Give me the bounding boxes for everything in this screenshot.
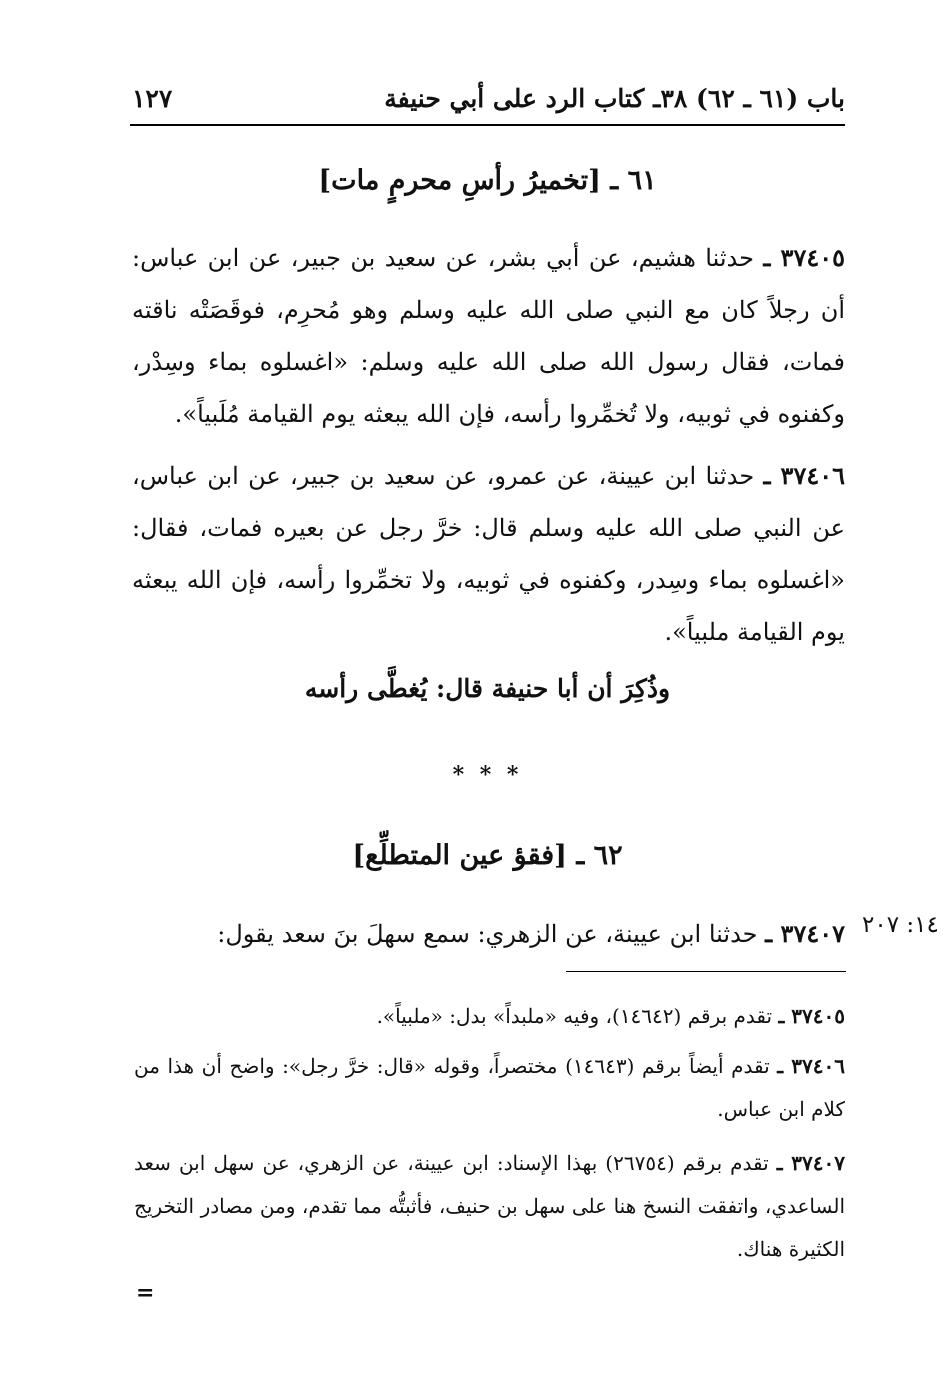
- footnote-rule: [566, 971, 846, 972]
- header-rule: [130, 124, 845, 126]
- footnote-number: ٣٧٤٠٧ ـ: [776, 1151, 846, 1175]
- footnote-text: تقدم أيضاً برقم (١٤٦٤٣) مختصراً، وقوله «قال: خرَّ رجل»: واضح أن هذا من كلام ابن عباس.: [134, 1054, 845, 1121]
- footnote-text: تقدم برقم (١٤٦٤٢)، وفيه «ملبداً» بدل: «ملبياً».: [376, 1004, 773, 1028]
- abu-hanifa-note: وذُكِرَ أن أبا حنيفة قال: يُغطَّى رأسه: [304, 674, 671, 703]
- margin-reference: ١٤: ٢٠٧: [862, 912, 939, 938]
- page-number: ١٢٧: [132, 84, 173, 113]
- hadith-number: ٣٧٤٠٧ ـ: [765, 919, 845, 948]
- footnote-number: ٣٧٤٠٥ ـ: [778, 1004, 845, 1028]
- footnote-number: ٣٧٤٠٦ ـ: [777, 1054, 845, 1078]
- running-header-chapter: باب (٦١ ـ ٦٢) ٣٨ـ كتاب الرد على أبي حنيفة: [384, 84, 845, 113]
- section-title-61: ٦١ ـ [تخميرُ رأسِ محرمٍ مات]: [318, 165, 657, 196]
- hadith-number: ٣٧٤٠٦ ـ: [763, 461, 845, 490]
- hadith-text: حدثنا ابن عيينة، عن الزهري: سمع سهلَ بنَ سعد يقول:: [217, 920, 758, 948]
- hadith-text: حدثنا ابن عيينة، عن عمرو، عن سعيد بن جبير، عن ابن عباس، عن النبي صلى الله عليه وسلم قال: خرَّ رجل عن بعيره فمات، فقال: «اغسلوه بماء وسِدر، وكفنوه في ثوبيه، ولا تخمِّروا رأسه، فإن الله يبعثه يوم القيامة ملبياً».: [132, 462, 845, 646]
- hadith-text: حدثنا هشيم، عن أبي بشر، عن سعيد بن جبير، عن ابن عباس: أن رجلاً كان مع النبي صلى الله عليه وسلم وهو مُحرِم، فوقَصَتْه ناقته فمات، فقال رسول الله صلى الله عليه وسلم: «اغسلوه بماء وسِدْر، وكفنوه في ثوبيه، ولا تُخمِّروا رأسه، فإن الله يبعثه يوم القيامة مُلَبياً».: [132, 244, 845, 428]
- hadith-37405: [132, 232, 845, 440]
- footnote-37405: [134, 995, 845, 1038]
- section-title-62: ٦٢ ـ [فقؤ عين المتطلِّع]: [352, 840, 623, 871]
- footnote-37406: [134, 1045, 845, 1131]
- footnote-text: تقدم برقم (٢٦٧٥٤) بهذا الإسناد: ابن عيينة، عن الزهري، عن سهل ابن سعد الساعدي، واتفقت النسخ هنا على سهل بن حنيف، فأثبتُّه مما تقدم، ومن مصادر التخريج الكثيرة هناك.: [134, 1151, 845, 1261]
- hadith-37407: [132, 908, 845, 960]
- hadith-number: ٣٧٤٠٥ ـ: [763, 243, 845, 272]
- hadith-37406: [132, 450, 845, 658]
- footnote-37407: [134, 1142, 845, 1271]
- continuation-mark: =: [136, 1280, 155, 1306]
- section-separator: * * *: [452, 762, 523, 788]
